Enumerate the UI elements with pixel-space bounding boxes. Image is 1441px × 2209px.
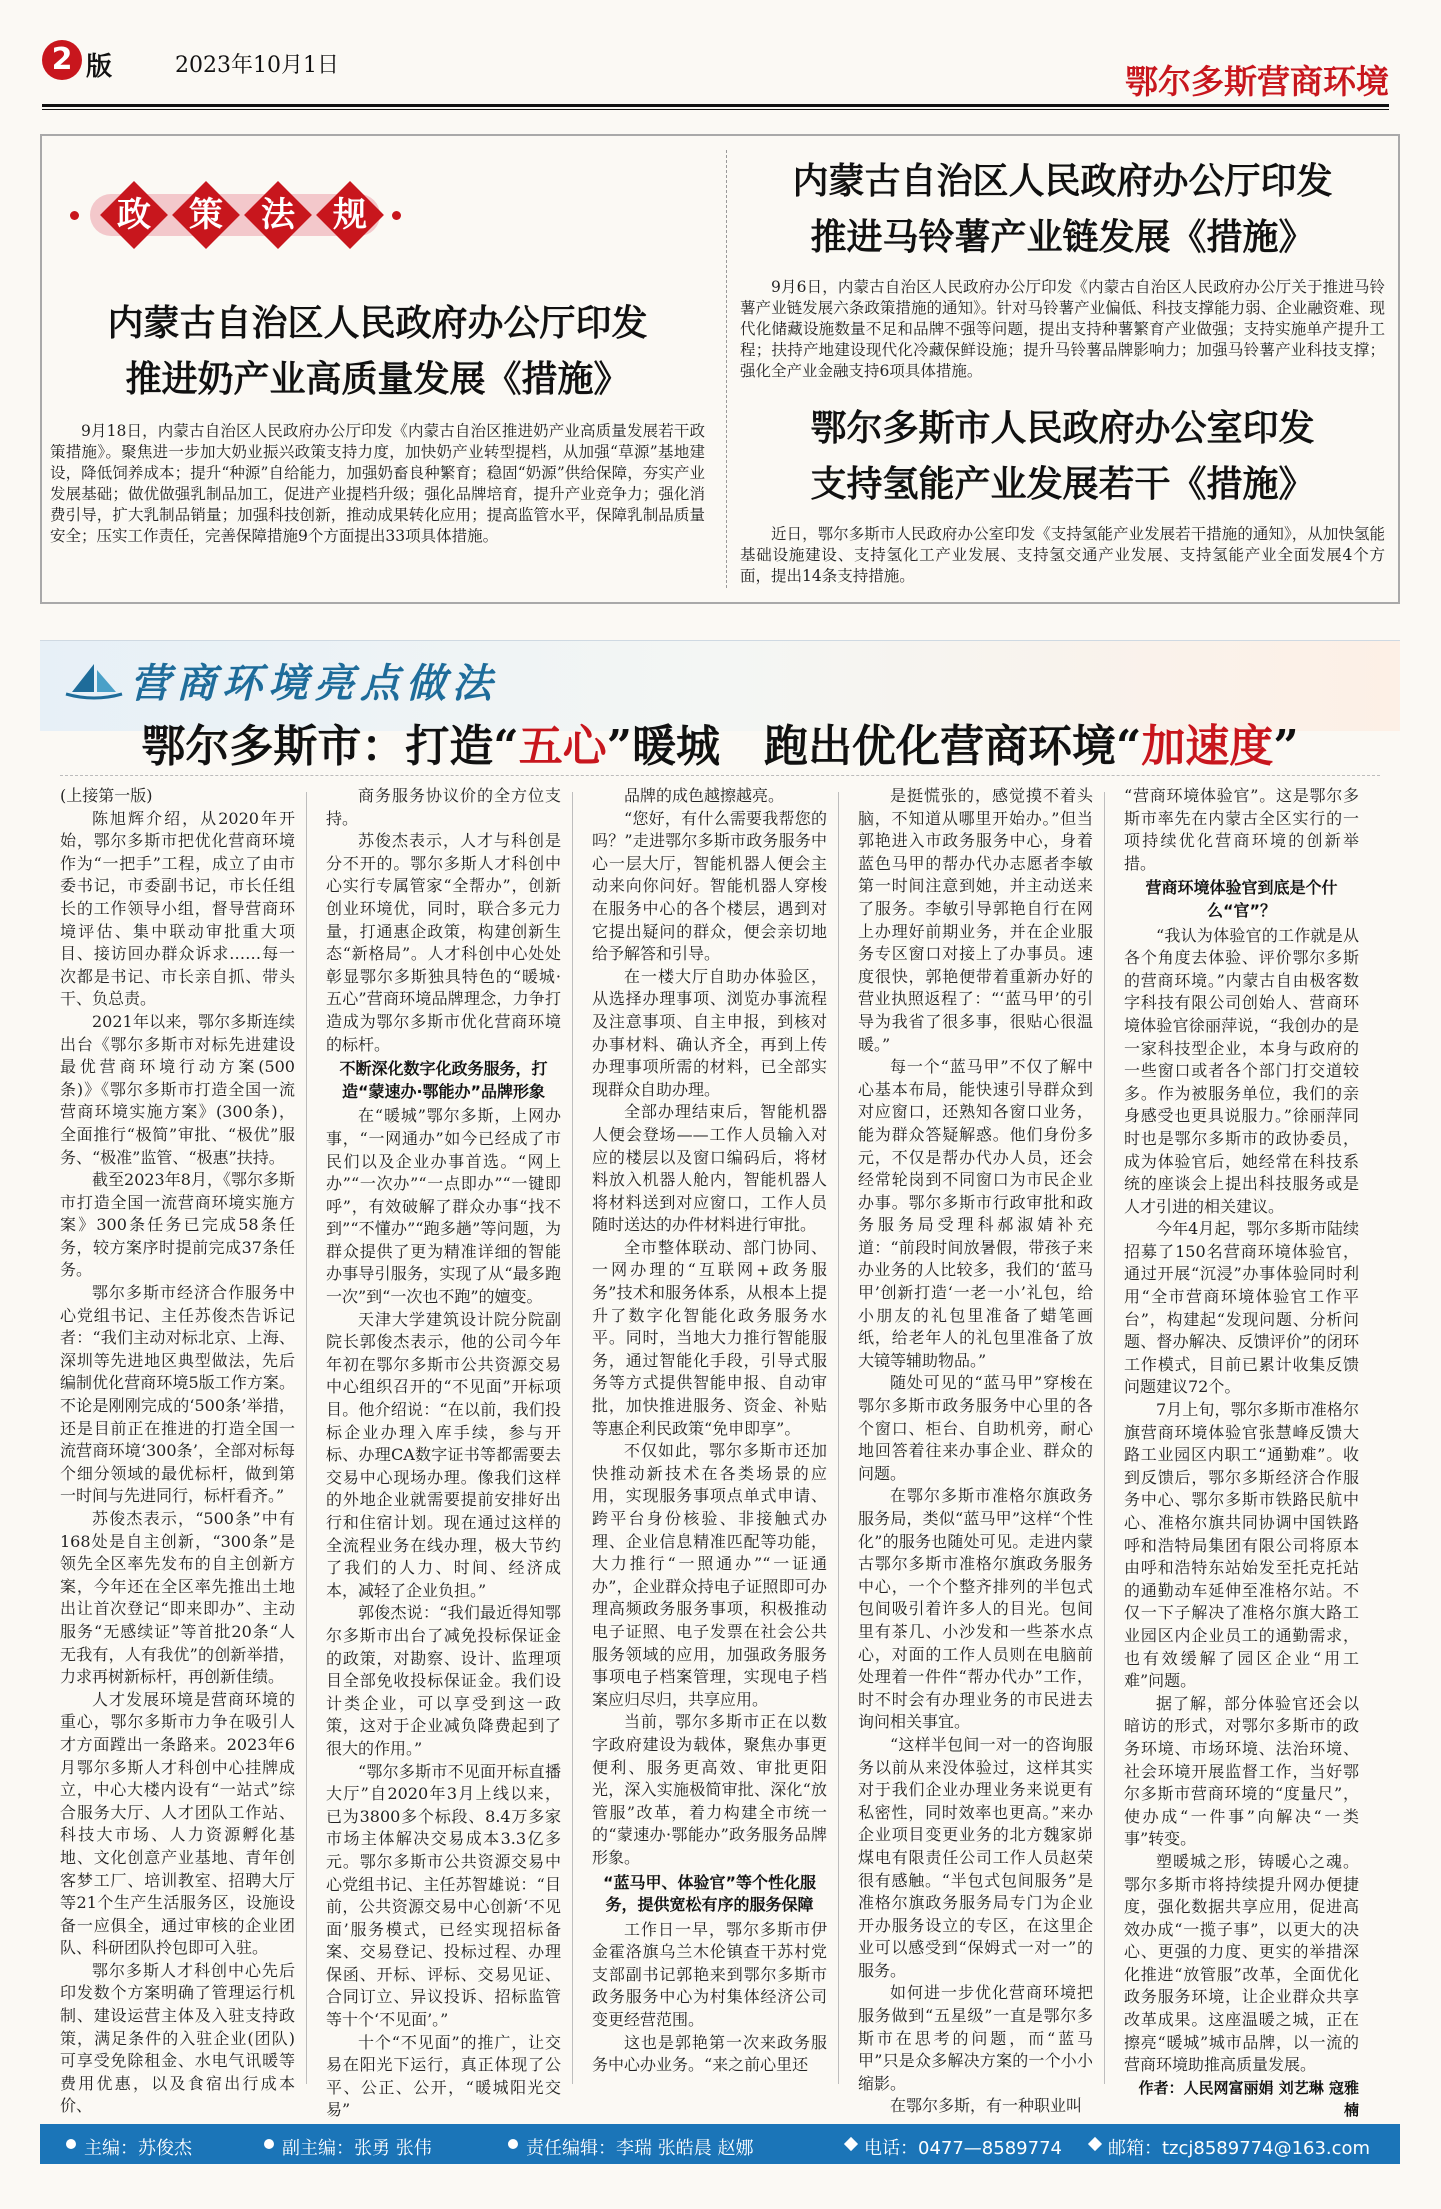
title-part: ” <box>1273 721 1299 772</box>
article-paragraph: 不仅如此，鄂尔多斯市还加快推动新技术在各类场景的应用，实现服务事项点单式申请、跨平台身份核验、非接触式办理、企业信息精准匹配等功能，大力推行“一照通办”“一证通办”，企业群众持电子证照即可办理高频政务服务事项，积极推动电子证照、电子发票在社会公共服务领域的应用，加强政务服务事项电子档案管理，实现电子档案应归尽归，共享应用。 <box>592 1441 827 1709</box>
article-paragraph: 在鄂尔多斯市准格尔旗政务服务局，类似“蓝马甲”这样“个性化”的服务也随处可见。走进内蒙古鄂尔多斯市准格尔旗政务服务中心，一个个整齐排列的半包式包间吸引着许多人的目光。包间里有茶几、小沙发和一些茶水点心，对面的工作人员则在电脑前处理着一件件“帮办代办”工作，时不时会有办理业务的市民进去询问相关事宜。 <box>858 1486 1093 1732</box>
column-rule <box>306 792 307 2084</box>
banner-char-box: 法 <box>244 181 312 249</box>
article-paragraph: 塑暖城之形，铸暖心之魂。鄂尔多斯市将持续提升网办便捷度，强化数据共享应用，促进高效办成“一揽子事”，以更大的决心、更强的力度、更实的举措深化推进“放管服”改革，全面优化政务服务环境，让企业群众共享改革成果。这座温暖之城，正在擦亮“暖城”城市品牌，以一流的营商环境助推高质量发展。 <box>1124 1851 1359 2075</box>
article-paragraph: 陈旭辉介绍，从2020年开始，鄂尔多斯市把优化营商环境作为“一把手”工程，成立了由市委书记，市委副书记，市长任组长的工作领导小组，督导营商环境评估、集中联动审批重大项目、接访回办群众诉求……每一次都是书记、市长亲自抓、带头干、负总责。 <box>60 808 295 1009</box>
policy-banner <box>70 180 405 250</box>
article-paragraph: 鄂尔多斯人才科创中心先后印发数个方案明确了管理运行机制、建设运营主体及入驻支持政策，满足条件的入驻企业(团队)可享受免除租金、水电气讯暖等费用优惠，以及食宿出行成本价、 <box>60 1960 295 2116</box>
issue-date: 2023年10月1日 <box>175 53 339 78</box>
sailboat-icon <box>64 660 124 700</box>
article-paragraph: 苏俊杰表示，“500条”中有168处是自主创新，“300条”是领先全区率先发布的自主创新方案，今年还在全区率先推出土地出让首次登记“即来即办”、主动服务“无感续证”等首批20条“人无我有，人有我优”的创新举措，力求再树新标杆，再创新佳绩。 <box>60 1509 295 1687</box>
article-paragraph: 在一楼大厅自助办体验区，从选择办理事项、浏览办事流程及注意事项、自主申报，到核对办事材料、确认齐全，再到上传办理事项所需的材料，已全部实现群众自助办理。 <box>592 966 827 1099</box>
column-rule <box>1104 792 1105 2084</box>
article-paragraph: 今年4月起，鄂尔多斯市陆续招募了150名营商环境体验官，通过开展“沉浸”办事体验同时利用“全市营商环境体验官工作平台”，构建起“发现问题、分析问题、督办解决、反馈评价”的闭环工作模式，目前已累计收集反馈问题建议72个。 <box>1124 1219 1359 1397</box>
article-hydrogen-body: 近日，鄂尔多斯市人民政府办公室印发《支持氢能产业发展若干措施的通知》，从加快氢能基础设施建设、支持氢化工产业发展、支持氢交通产业发展、支持氢能产业全面发展4个方面，提出14条支持措施。 <box>740 525 1385 585</box>
article-hydrogen-title-line1: 鄂尔多斯市人民政府办公室印发 <box>810 407 1315 449</box>
title-highlight: 加速度 <box>1141 721 1274 772</box>
column-rule <box>572 792 573 2084</box>
article-paragraph: 工作日一早，鄂尔多斯市伊金霍洛旗乌兰木伦镇查干苏村党支部副书记郭艳来到鄂尔多斯市政务服务中心为村集体经济公司变更经营范围。 <box>592 1919 827 2030</box>
policy-divider <box>726 150 727 588</box>
title-part: 鄂尔多斯市：打造“ <box>141 721 519 772</box>
highlights-banner-text: 营商环境亮点做法 <box>130 660 498 707</box>
banner-dot <box>70 211 79 220</box>
article-potato-body: 9月6日，内蒙古自治区人民政府办公厅印发《内蒙古自治区人民政府办公厅关于推进马铃薯产业链发展六条政策措施的通知》。针对马铃薯产业偏低、科技支撑能力弱、企业融资难、现代化储藏设施数量不足和品牌不强等问题，提出支持种薯繁育产业做强；支持实施单产提升工程；扶持产地建设现代化冷藏保鲜设施；提升马铃薯品牌影响力；加强马铃薯产业科技支撑；强化全产业金融支持6项具体措施。 <box>740 278 1385 380</box>
article-paragraph: “营商环境体验官”。这是鄂尔多斯市率先在内蒙古全区实行的一项持续优化营商环境的创新举措。 <box>1124 786 1359 873</box>
article-paragraph: 苏俊杰表示，人才与科创是分不开的。鄂尔多斯人才科创中心实行专属管家“全帮办”，创新创业环境优，同时，联合多元力量，打通惠企政策，构建创新生态“新格局”。人才科创中心处处彰显鄂尔多斯独具特色的“暖城·五心”营商环境品牌理念，力争打造成为鄂尔多斯市优化营商环境的标杆。 <box>326 831 561 1054</box>
article-potato-title-line2: 推进马铃薯产业链发展《措施》 <box>810 216 1315 258</box>
article-column-1 <box>60 785 295 2116</box>
article-hydrogen <box>740 400 1385 587</box>
article-subheading: 营商环境体验官到底是个什么“官”？ <box>1145 878 1338 920</box>
article-paragraph: 天津大学建筑设计院分院副院长郭俊杰表示，他的公司今年年初在鄂尔多斯市公共资源交易中心组织召开的“不见面”开标项目。他介绍说：“在以前，我们投标企业办理入库手续，参与开标、办理CA数字证书等都需要去交易中心现场办理。像我们这样的外地企业就需要提前安排好出行和住宿计划。现在通过这样的全流程业务在线办理，极大节约了我们的人力、时间、经济成本，减轻了企业负担。” <box>326 1309 561 1600</box>
article-dairy <box>50 295 705 547</box>
section-title: 鄂尔多斯营商环境 <box>1125 62 1389 101</box>
article-byline: 作者：人民网富丽娟 刘艺琳 寇雅楠 <box>1138 2078 1359 2120</box>
main-article-title <box>40 710 1400 774</box>
title-highlight: 五心 <box>518 721 607 772</box>
article-paragraph: 每一个“蓝马甲”不仅了解中心基本布局，能快速引导群众到对应窗口，还熟知各窗口业务，能为群众答疑解惑。他们身份多元，不仅是帮办代办人员，还会经常轮岗到不同窗口为市民企业办事。鄂尔多斯市行政审批和政务服务局受理科郝淑婧补充道：“前段时间放暑假，带孩子来办业务的人比较多，我们的‘蓝马甲’创新打造‘一老一小’礼包，给小朋友的礼包里准备了蜡笔画纸，给老年人的礼包里准备了放大镜等辅助物品。” <box>858 1057 1093 1370</box>
article-paragraph: 7月上旬，鄂尔多斯市准格尔旗营商环境体验官张慧峰反馈大路工业园区内职工“通勤难”。收到反馈后，鄂尔多斯经济合作服务中心、鄂尔多斯市铁路民航中心、准格尔旗共同协调中国铁路呼和浩特局集团有限公司将原本由呼和浩特东站始发至托克托站的通勤动车延伸至准格尔站。不仅一下子解决了准格尔旗大路工业园区内企业员工的通勤需求，也有效缓解了园区企业“用工难”问题。 <box>1124 1400 1359 1691</box>
article-paragraph: 2021年以来，鄂尔多斯连续出台《鄂尔多斯市对标先进建设最优营商环境行动方案(500条)》《鄂尔多斯市打造全国一流营商环境实施方案》(300条)，全面推行“极简”审批、“极优”服务、“极准”监管、“极惠”扶持。 <box>60 1011 295 1167</box>
article-paragraph: 随处可见的“蓝马甲”穿梭在鄂尔多斯市政务服务中心里的各个窗口、柜台、自助机旁，耐心地回答着往来办事企业、群众的问题。 <box>858 1373 1093 1483</box>
footer-bullet <box>508 2139 518 2149</box>
footer-responsible-editor: 责任编辑：李瑞 张皓晨 赵娜 <box>526 2138 754 2159</box>
article-paragraph: 是挺慌张的，感觉摸不着头脑，不知道从哪里开始办。”但当郭艳进入市政务服务中心，身着蓝色马甲的帮办代办志愿者李敏第一时间注意到她，并主动送来了服务。李敏引导郭艳自行在网上办理好前期业务，并在企业服务专区窗口对接上了办事员。速度很快，郭艳便带着重新办好的营业执照返程了：“‘蓝马甲’的引导为我省了很多事，很贴心很温暖。” <box>858 786 1093 1054</box>
article-column-2 <box>326 785 561 2120</box>
article-paragraph: 在鄂尔多斯，有一种职业叫 <box>890 2096 1083 2116</box>
footer-email: 邮箱：tzcj8589774@163.com <box>1108 2138 1371 2159</box>
banner-dot <box>392 211 401 220</box>
article-potato-title-line1: 内蒙古自治区人民政府办公厅印发 <box>792 160 1333 202</box>
header-rule <box>42 104 1389 107</box>
footer-bullet <box>66 2139 76 2149</box>
article-paragraph: 这也是郭艳第一次来政务服务中心办业务。“来之前心里还 <box>592 2032 827 2075</box>
article-subheading: 不断深化数字化政务服务，打造“蒙速办·鄂能办”品牌形象 <box>339 1059 548 1101</box>
page-number-badge: 2 <box>42 40 82 80</box>
article-column-5 <box>1124 785 1359 2120</box>
article-paragraph: 截至2023年8月，《鄂尔多斯市打造全国一流营商环境实施方案》300条任务已完成58条任务，较方案序时提前完成37条任务。 <box>60 1170 295 1280</box>
banner-char-box: 政 <box>100 181 168 249</box>
article-column-3 <box>592 785 827 2085</box>
article-paragraph: 郭俊杰说：“我们最近得知鄂尔多斯市出台了减免投标保证金的政策，对勘察、设计、监理项目全部免收投标保证金。我们设计类企业，可以享受到这一政策，这对于企业减负降费起到了很大的作用。” <box>326 1603 561 1758</box>
article-paragraph: 当前，鄂尔多斯市正在以数字政府建设为载体，聚焦办事更便利、服务更高效、审批更阳光，深入实施极简审批、深化“放管服”改革，着力构建全市统一的“蒙速办·鄂能办”政务服务品牌形象。 <box>592 1712 827 1867</box>
article-potato <box>740 153 1385 382</box>
article-hydrogen-title-line2: 支持氢能产业发展若干《措施》 <box>810 463 1315 505</box>
title-divider <box>60 775 1380 776</box>
banner-char-box: 策 <box>172 181 240 249</box>
article-paragraph: 鄂尔多斯市经济合作服务中心党组书记、主任苏俊杰告诉记者：“我们主动对标北京、上海、深圳等先进地区典型做法，先后编制优化营商环境5版工作方案。不论是刚刚完成的‘500条’举措，还是目前正在推进的打造全国一流营商环境‘300条’，全部对标每个细分领域的最优标杆，做到第一时间与先进同行，标杆看齐。” <box>60 1283 295 1506</box>
article-paragraph: 品牌的成色越擦越亮。 <box>624 786 785 805</box>
article-paragraph: 据了解，部分体验官还会以暗访的形式，对鄂尔多斯市的政务环境、市场环境、法治环境、社会环境开展监督工作，当好鄂尔多斯市营商环境的“度量尺”，使办成“一件事”向解决“一类事”转变。 <box>1124 1693 1359 1849</box>
header-rule-thin <box>42 109 1389 110</box>
banner-char-box: 规 <box>316 181 384 249</box>
article-paragraph: “您好，有什么需要我帮您的吗？”走进鄂尔多斯市政务服务中心一层大厅，智能机器人便会主动来向你问好。智能机器人穿梭在服务中心的各个楼层，遇到对它提出疑问的群众，便会亲切地给予解答和引导。 <box>592 808 827 964</box>
article-paragraph: “这样半包间一对一的咨询服务以前从来没体验过，这样其实对于我们企业办理业务来说更有私密性，同时效率也更高。”来办企业项目变更业务的北方魏家峁煤电有限责任公司工作人员赵荣很有感触。“半包式包间服务”是准格尔旗政务服务局专门为企业开办服务设立的专区，在这里企业可以感受到“保姆式一对一”的服务。 <box>858 1734 1093 1980</box>
article-paragraph: 商务服务协议价的全方位支持。 <box>326 786 561 828</box>
footer-editor: 主编：苏俊杰 <box>84 2138 192 2159</box>
article-dairy-body: 9月18日，内蒙古自治区人民政府办公厅印发《内蒙古自治区推进奶产业高质量发展若干政策措施》。聚焦进一步加大奶业振兴政策支持力度，加快奶产业转型提档，从加强“草源”基地建设，降低饲养成本；提升“种源”自给能力，加强奶畜良种繁育；稳固“奶源”供给保障，夯实产业发展基础；做优做强乳制品加工，促进产业提档升级；强化品牌培育，提升产业竞争力；强化消费引导，扩大乳制品销量；加强科技创新，推动成果转化应用；提高监管水平，保障乳制品质量安全；压实工作责任，完善保障措施9个方面提出33项具体措施。 <box>50 422 705 545</box>
article-paragraph: 全市整体联动、部门协同、一网办理的“互联网+政务服务”技术和服务体系，从根本上提升了数字化智能化政务服务水平。同时，当地大力推行智能服务，通过智能化手段，引导式服务等方式提供智能申报、自动审批，加快推进服务、资金、补贴等惠企利民政策“免申即享”。 <box>592 1237 827 1438</box>
article-paragraph: “鄂尔多斯市不见面开标直播大厅”自2020年3月上线以来，已为3800多个标段、8.4万多家市场主体解决交易成本3.3亿多元。鄂尔多斯市公共资源交易中心党组书记、主任苏智雄说：“目前，公共资源交易中心创新‘不见面’服务模式，已经实现招标备案、交易登记、投标过程、办理保函、开标、评标、交易见证、合同订立、异议投诉、招标监管等十个‘不见面’。” <box>326 1761 561 2030</box>
article-paragraph: “我认为体验官的工作就是从各个角度去体验、评价鄂尔多斯的营商环境。”内蒙古自由极客数字科技有限公司创始人、营商环境体验官徐丽萍说，“我创办的是一家科技型企业，本身与政府的一些窗口或者各个部门打交道较多。作为被服务单位，我们的亲身感受也更具说服力。”徐丽萍同时也是鄂尔多斯市的政协委员，成为体验官后，她经常在科技系统的座谈会上提出科技服务或是人才引进的相关建议。 <box>1124 925 1359 1216</box>
article-paragraph: 在“暖城”鄂尔多斯，上网办事，“一网通办”如今已经成了市民们以及企业办事首选。“网上办”“一次办”“一点即办”“一键即呼”，有效破解了群众办事“找不到”“不懂办”“跑多趟”等问题，为群众提供了更为精准详细的智能办事导引服务，实现了从“最多跑一次”到“一次也不跑”的嬗变。 <box>326 1106 561 1307</box>
article-paragraph: 如何进一步优化营商环境把服务做到“五星级”一直是鄂尔多斯市在思考的问题，而“蓝马甲”只是众多解决方案的一个小小缩影。 <box>858 1983 1093 2093</box>
article-dairy-title-line1: 内蒙古自治区人民政府办公厅印发 <box>107 302 648 344</box>
article-dairy-title-line2: 推进奶产业高质量发展《措施》 <box>125 358 630 400</box>
article-subheading: “蓝马甲、体验官”等个性化服务，提供宽松有序的服务保障 <box>602 1872 817 1915</box>
footer-bullet <box>264 2139 274 2149</box>
page-number-suffix: 版 <box>86 52 113 82</box>
footer-phone: 电话：0477—8589774 <box>864 2138 1062 2159</box>
title-part: ”暖城 跑出优化营商环境“ <box>606 721 1142 772</box>
article-paragraph: 人才发展环境是营商环境的重心，鄂尔多斯市力争在吸引人才方面蹚出一条路来。2023年6月鄂尔多斯人才科创中心挂牌成立，中心大楼内设有“一站式”综合服务大厅、人才团队工作站、科技大市场、人力资源孵化基地、文化创意产业基地、青年创客梦工厂、培训教室、招聘大厅等21个生产生活服务区，设施设备一应俱全，通过审核的企业团队、科研团队拎包即可入驻。 <box>60 1689 295 1958</box>
article-paragraph: (上接第一版) <box>60 786 153 805</box>
footer-deputy-editor: 副主编：张勇 张伟 <box>282 2138 432 2159</box>
article-paragraph: 十个“不见面”的推广，让交易在阳光下运行，真正体现了公平、公正、公开，“暖城阳光交易” <box>326 2032 561 2120</box>
column-rule <box>838 792 839 2084</box>
article-column-4 <box>858 785 1093 2116</box>
article-paragraph: 全部办理结束后，智能机器人便会登场——工作人员输入对应的楼层以及窗口编码后，将材料放入机器人舱内，智能机器人将材料送到对应窗口，工作人员随时送达的办件材料进行审批。 <box>592 1102 827 1235</box>
